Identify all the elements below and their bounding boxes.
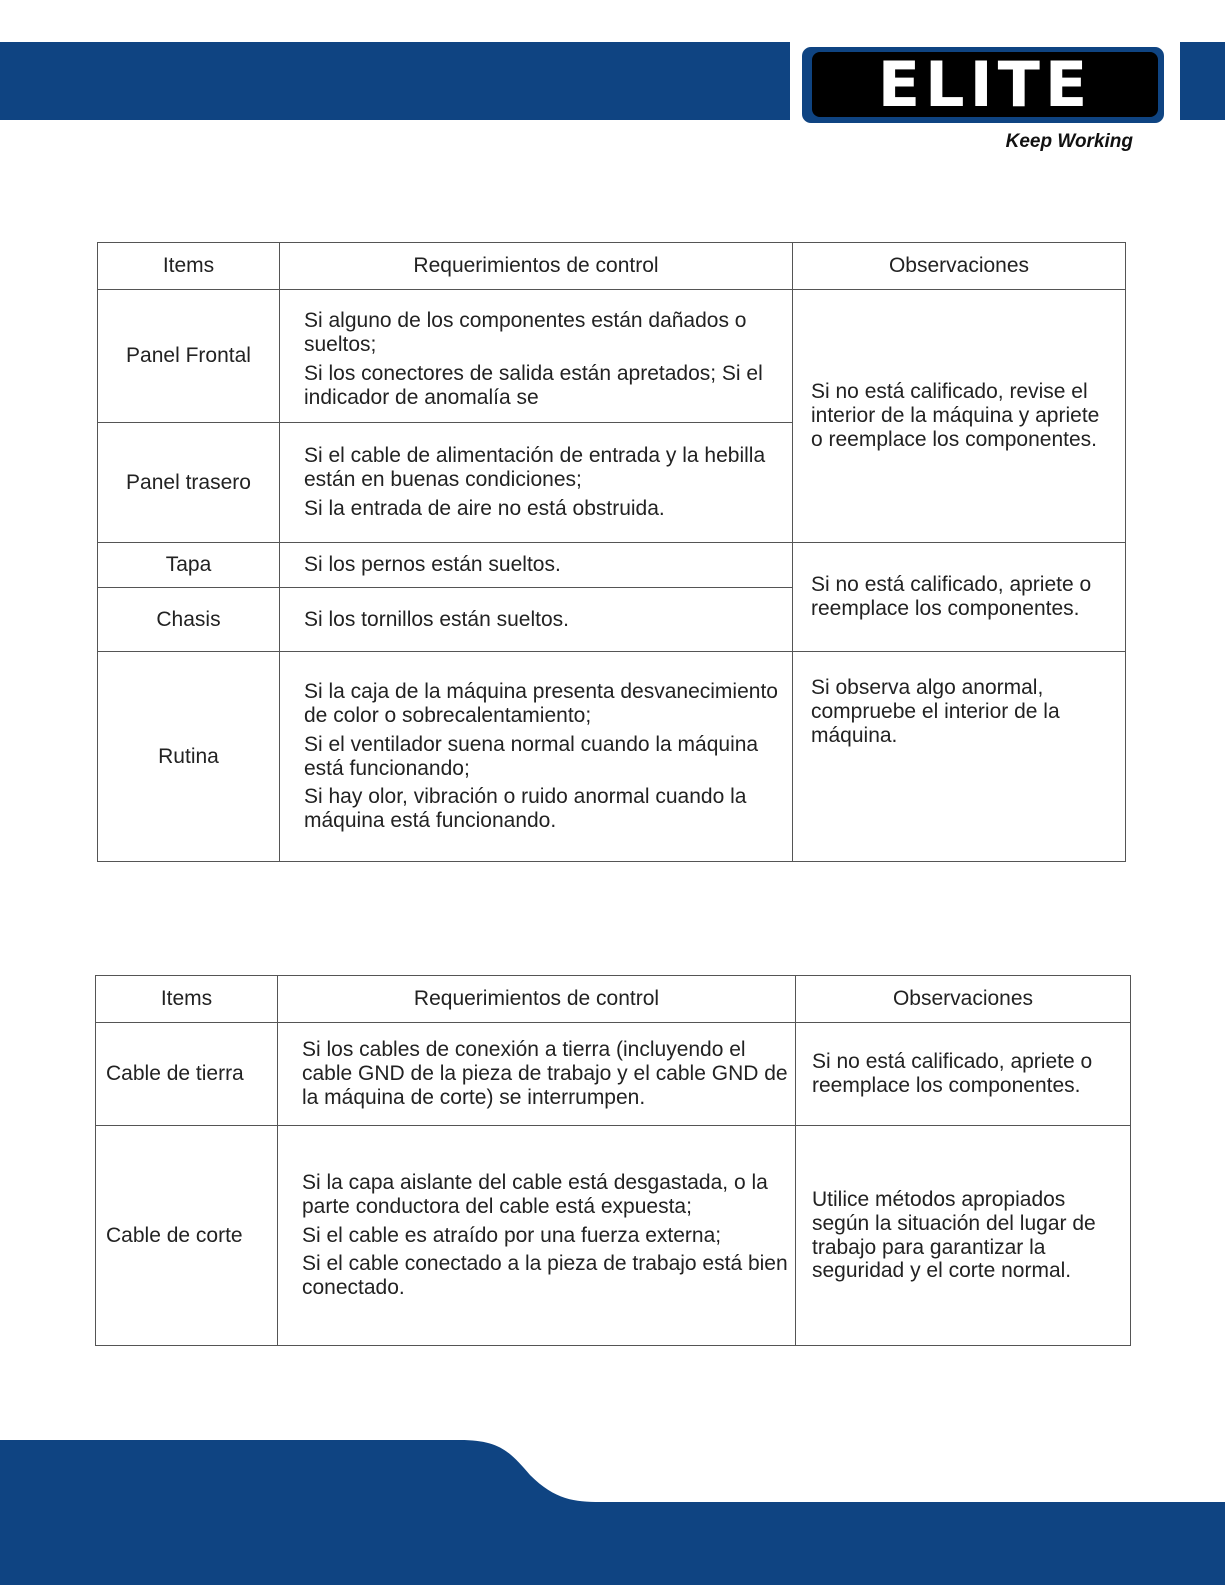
item-cell: Panel trasero <box>98 423 280 543</box>
header-band-right <box>1180 42 1225 120</box>
requirements-cell <box>278 1126 796 1346</box>
observation-cell: Si no está calificado, apriete o reemplace los componentes. <box>796 1023 1131 1126</box>
observation-cell: Si no está calificado, revise el interior de la máquina y apriete o reemplace los componentes. <box>793 290 1126 543</box>
observation-cell: Si no está calificado, apriete o reemplace los componentes. <box>793 543 1126 652</box>
logo-text: ELITE <box>877 47 1093 121</box>
elite-logo <box>797 42 1169 128</box>
footer-wave <box>0 1440 1225 1585</box>
logo-inner <box>812 47 1158 121</box>
header-requirements: Requerimientos de control <box>278 976 796 1023</box>
item-cell: Cable de corte <box>96 1126 278 1346</box>
table-row <box>96 1126 1131 1346</box>
table-row <box>98 652 1126 862</box>
header-observations: Observaciones <box>793 243 1126 290</box>
observation-cell: Si observa algo anormal, compruebe el interior de la máquina. <box>793 652 1126 862</box>
requirement-line: Si la caja de la máquina presenta desvanecimiento de color o sobrecalentamiento; <box>304 679 778 727</box>
table-header-row <box>96 976 1131 1023</box>
requirements-cell: Si los tornillos están sueltos. <box>280 588 793 652</box>
requirements-cell: Si los cables de conexión a tierra (incluyendo el cable GND de la pieza de trabajo y el cable GND de la máquina de corte) se interrumpen. <box>278 1023 796 1126</box>
requirement-line: Si los conectores de salida están apretados; Si el indicador de anomalía se <box>304 361 763 409</box>
item-cell: Tapa <box>98 543 280 588</box>
item-cell: Chasis <box>98 588 280 652</box>
header-items: Items <box>98 243 280 290</box>
item-cell: Cable de tierra <box>96 1023 278 1126</box>
observation-cell: Utilice métodos apropiados según la situación del lugar de trabajo para garantizar la seguridad y el corte normal. <box>796 1126 1131 1346</box>
table-row <box>98 543 1126 588</box>
requirement-line: Si la capa aislante del cable está desgastada, o la parte conductora del cable está expuesta; <box>302 1170 768 1218</box>
requirements-cell <box>280 290 793 423</box>
inspection-table-2 <box>95 975 1131 1346</box>
item-cell: Rutina <box>98 652 280 862</box>
requirement-line: Si el ventilador suena normal cuando la máquina está funcionando; <box>304 732 759 780</box>
tagline: Keep Working <box>1005 131 1133 152</box>
requirement-line: Si hay olor, vibración o ruido anormal cuando la máquina está funcionando. <box>304 785 747 833</box>
requirement-line: Si alguno de los componentes están dañados o sueltos; <box>304 309 747 356</box>
requirement-line: Si el cable de alimentación de entrada y la hebilla están en buenas condiciones; <box>304 444 766 492</box>
requirement-line: Si el cable conectado a la pieza de trabajo está bien conectado. <box>302 1252 788 1300</box>
header-requirements: Requerimientos de control <box>280 243 793 290</box>
requirement-line: Si el cable es atraído por una fuerza externa; <box>302 1223 722 1247</box>
table-row <box>96 1023 1131 1126</box>
requirements-cell <box>280 652 793 862</box>
item-cell: Panel Frontal <box>98 290 280 423</box>
header-band <box>0 42 790 120</box>
requirements-cell: Si los pernos están sueltos. <box>280 543 793 588</box>
table-row <box>98 290 1126 423</box>
header-observations: Observaciones <box>796 976 1131 1023</box>
header-items: Items <box>96 976 278 1023</box>
table-header-row <box>98 243 1126 290</box>
requirements-cell <box>280 423 793 543</box>
requirement-line: Si la entrada de aire no está obstruida. <box>304 496 665 520</box>
inspection-table-1 <box>97 242 1126 862</box>
